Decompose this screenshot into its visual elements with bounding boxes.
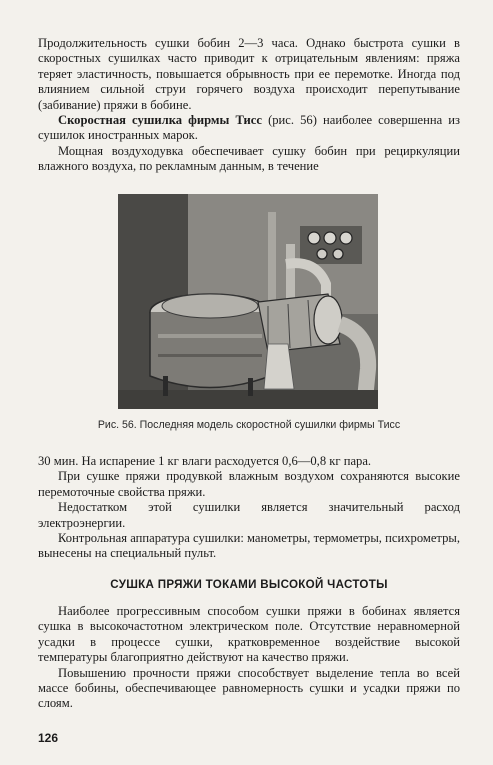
paragraph-control-equipment: Контрольная аппаратура сушилки: манометры, термометры, психрометры, вынесены на специальный пульт. <box>38 531 460 561</box>
paragraph-strength: Повышению прочности пряжи способствует выделение тепла во всей массе бобины, обеспечивающее равномерность сушки и усадки пряжи по слоям. <box>38 665 460 711</box>
paragraph-humid-air: При сушке пряжи продувкой влажным воздухом сохраняются высокие перемоточные свойства пряжи. <box>38 469 460 499</box>
paragraph-drying-duration: Продолжительность сушки бобин 2—3 часа. Однако быстрота сушки в скоростных сушилках часто приводит к отрицательным явлениям: пряжа теряет эластичность, повышается обрывность при ее перемотке. Иногда под влиянием сильной струи горячего воздуха происходит перепутывание (забивание) пряжи в бобине. <box>38 36 460 112</box>
paragraph-steam-consumption: 30 мин. На испарение 1 кг влаги расходуется 0,6—0,8 кг пара. <box>38 454 372 468</box>
section-heading: СУШКА ПРЯЖИ ТОКАМИ ВЫСОКОЙ ЧАСТОТЫ <box>110 578 388 591</box>
dryer-photo <box>118 194 378 409</box>
top-text-block <box>38 36 460 175</box>
tiss-dryer-term: Скоростная сушилка фирмы Тисс <box>58 113 262 128</box>
middle-text-block <box>38 454 460 562</box>
paragraph-hf-drying: Наиболее прогрессивным способом сушки пряжи в бобинах является сушка в высокочастотном электрическом поле. Отсутствие неравномерной усадки в процессе сушки, кратковременное воздействие высокой температуры благоприятно действуют на качество пряжи. <box>38 604 460 665</box>
tiss-dryer-text: (рис. 56) наиболее совершенна из сушилок иностранных марок. <box>38 113 460 143</box>
paragraph-drawback: Недостатком этой сушилки является значительный расход электроэнергии. <box>38 500 460 530</box>
page-number: 126 <box>38 731 59 745</box>
paragraph-tiss-dryer <box>38 113 460 144</box>
paragraph-blower: Мощная воздуходувка обеспечивает сушку бобин при рециркуляции влажного воздуха, по рекламным данным, в течение <box>38 143 460 174</box>
figure-caption: Рис. 56. Последняя модель скоростной сушилки фирмы Тисс <box>97 419 401 431</box>
section-text-block <box>38 604 460 712</box>
